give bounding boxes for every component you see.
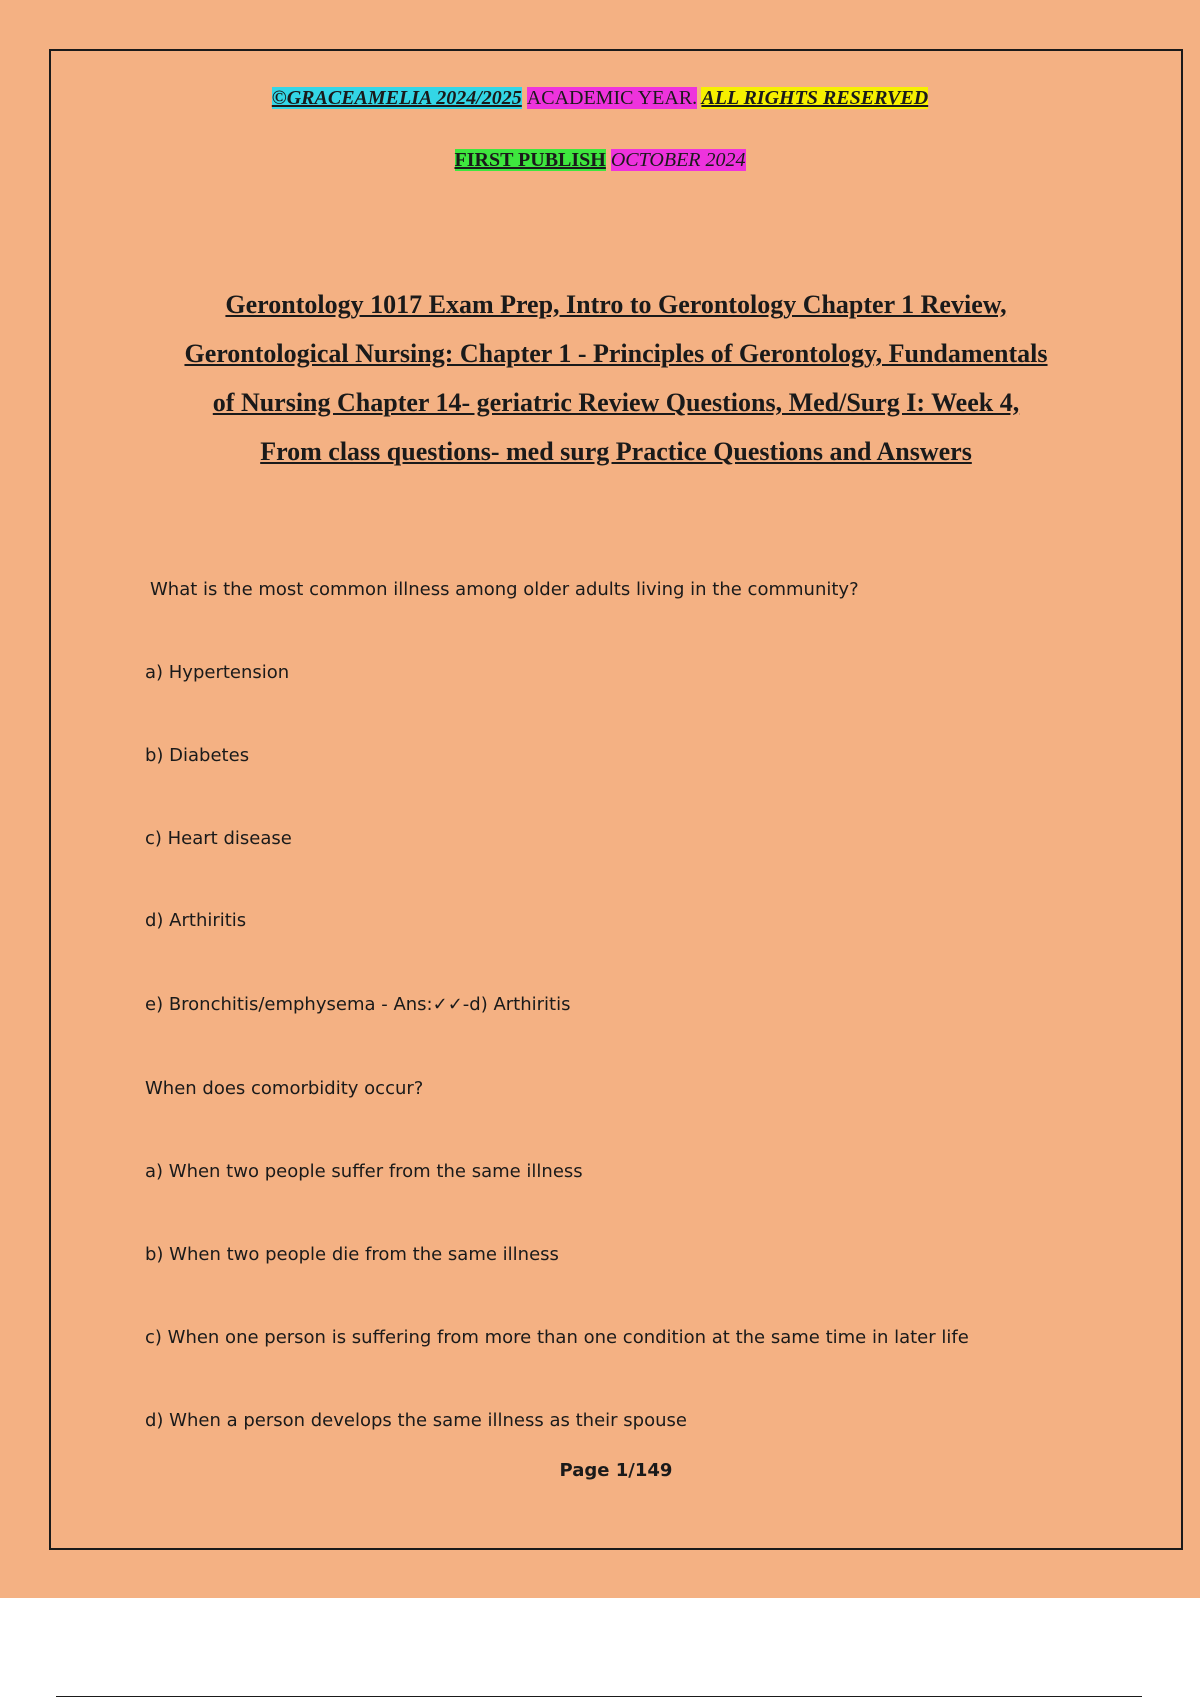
answer-option: d) When a person develops the same illness as their spouse bbox=[145, 1410, 687, 1431]
publish-date-text: OCTOBER 2024 bbox=[610, 149, 746, 171]
first-publish-text: FIRST PUBLISH bbox=[454, 149, 606, 171]
page-border-frame bbox=[49, 49, 1183, 1550]
publish-header bbox=[0, 148, 1200, 172]
copyright-header bbox=[0, 86, 1200, 110]
title-line: From class questions- med surg Practice Questions and Answers bbox=[260, 437, 972, 466]
page-divider bbox=[56, 1696, 1142, 1697]
answer-option: b) When two people die from the same illness bbox=[145, 1244, 559, 1265]
answer-option: c) Heart disease bbox=[145, 828, 292, 849]
question-1: What is the most common illness among older adults living in the community? bbox=[150, 579, 859, 600]
title-line: of Nursing Chapter 14- geriatric Review Questions, Med/Surg I: Week 4, bbox=[212, 388, 1020, 417]
answer-option: a) When two people suffer from the same illness bbox=[145, 1161, 583, 1182]
title-line: Gerontological Nursing: Chapter 1 - Principles of Gerontology, Fundamentals bbox=[184, 339, 1048, 368]
academic-year-text: ACADEMIC YEAR. bbox=[526, 87, 698, 109]
rights-reserved-text: ALL RIGHTS RESERVED bbox=[701, 87, 929, 109]
document-title bbox=[120, 280, 1112, 476]
title-line: Gerontology 1017 Exam Prep, Intro to Gerontology Chapter 1 Review, bbox=[225, 290, 1007, 319]
answer-option: a) Hypertension bbox=[145, 662, 290, 683]
page-number: Page 1/149 bbox=[559, 1460, 673, 1481]
copyright-text: ©GRACEAMELIA 2024/2025 bbox=[271, 87, 522, 109]
answer-option: d) Arthiritis bbox=[145, 910, 247, 931]
answer-option: b) Diabetes bbox=[145, 745, 250, 766]
question-2: When does comorbidity occur? bbox=[145, 1078, 424, 1099]
answer-option-with-key: e) Bronchitis/emphysema - Ans:✓✓-d) Arthiritis bbox=[145, 994, 571, 1015]
answer-option: c) When one person is suffering from more than one condition at the same time in later life bbox=[145, 1327, 969, 1348]
